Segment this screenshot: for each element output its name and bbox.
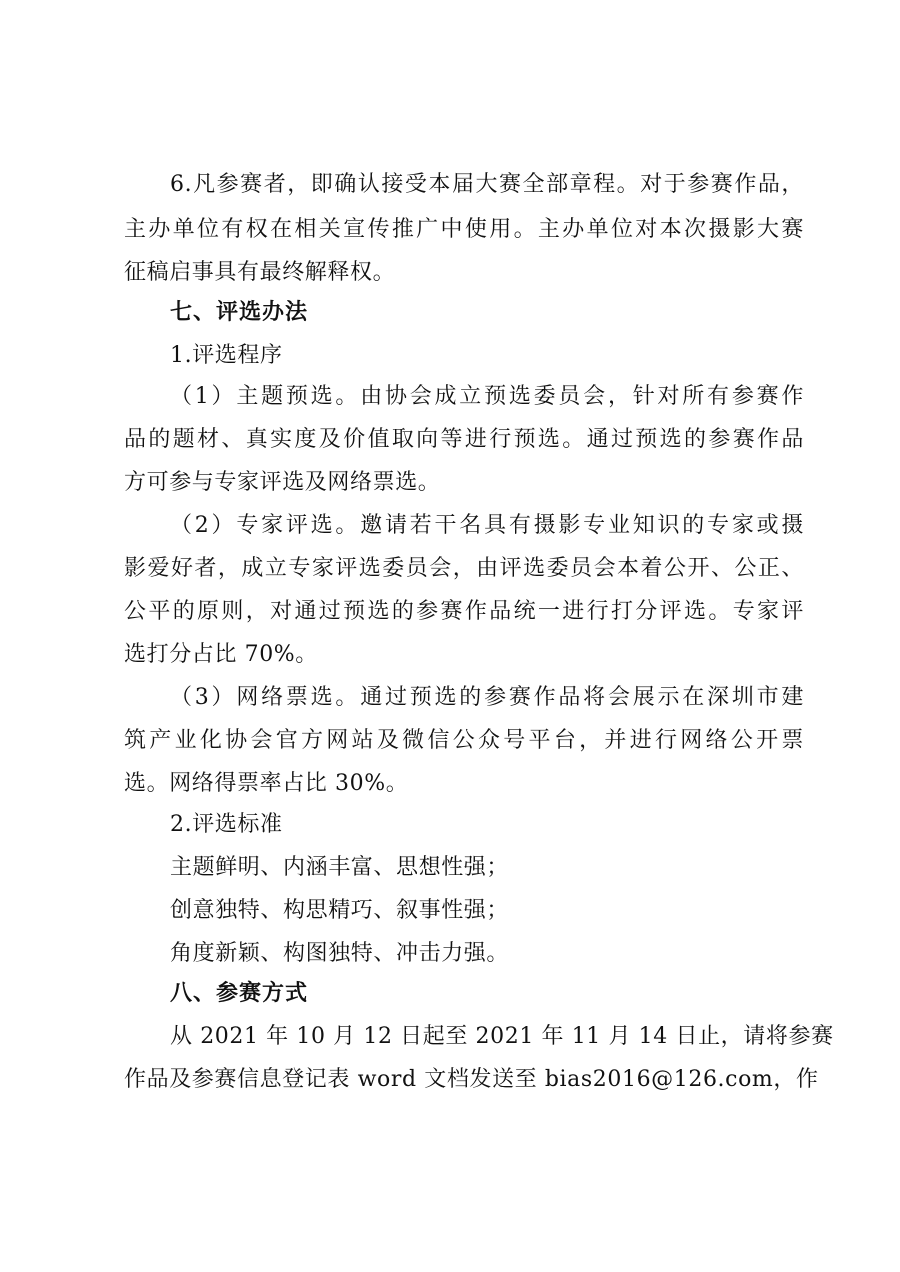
paragraph-preselection-line-2: 品的题材、真实度及价值取向等进行预选。通过预选的参赛作品 [124,427,804,452]
subheading-evaluation-criteria: 2.评选标准 [170,812,283,837]
section-heading-evaluation: 七、评选办法 [170,300,309,325]
paragraph-expert-line-2: 影爱好者，成立专家评选委员会，由评选委员会本着公开、公正、 [124,556,804,581]
paragraph-expert-line-4: 选打分占比 70%。 [124,642,318,667]
section-heading-participation: 八、参赛方式 [170,981,309,1006]
paragraph-participation-line-1: 从 2021 年 10 月 12 日起至 2021 年 11 月 14 日止，请将参赛 [170,1024,834,1049]
criteria-item-1: 主题鲜明、内涵丰富、思想性强； [170,855,510,880]
paragraph-preselection-line-3: 方可参与专家评选及网络票选。 [124,470,441,495]
paragraph-online-vote-line-1: （3）网络票选。通过预选的参赛作品将会展示在深圳市建 [170,685,804,710]
paragraph-rule-6-line-2: 主办单位有权在相关宣传推广中使用。主办单位对本次摄影大赛 [124,217,804,242]
paragraph-expert-line-1: （2）专家评选。邀请若干名具有摄影专业知识的专家或摄 [170,513,804,538]
paragraph-preselection-line-1: （1）主题预选。由协会成立预选委员会，针对所有参赛作 [170,384,804,409]
paragraph-online-vote-line-3: 选。网络得票率占比 30%。 [124,771,409,796]
criteria-item-3: 角度新颖、构图独特、冲击力强。 [170,941,510,966]
subheading-evaluation-procedure: 1.评选程序 [170,343,283,368]
paragraph-online-vote-line-2: 筑产业化协会官方网站及微信公众号平台，并进行网络公开票 [124,728,804,753]
criteria-item-2: 创意独特、构思精巧、叙事性强； [170,898,510,923]
paragraph-participation-line-2: 作品及参赛信息登记表 word 文档发送至 bias2016@126.com，作 [124,1067,819,1092]
paragraph-expert-line-3: 公平的原则，对通过预选的参赛作品统一进行打分评选。专家评 [124,599,804,624]
paragraph-rule-6-line-1: 6.凡参赛者，即确认接受本届大赛全部章程。对于参赛作品， [170,172,804,197]
paragraph-rule-6-line-3: 征稿启事具有最终解释权。 [124,260,396,285]
